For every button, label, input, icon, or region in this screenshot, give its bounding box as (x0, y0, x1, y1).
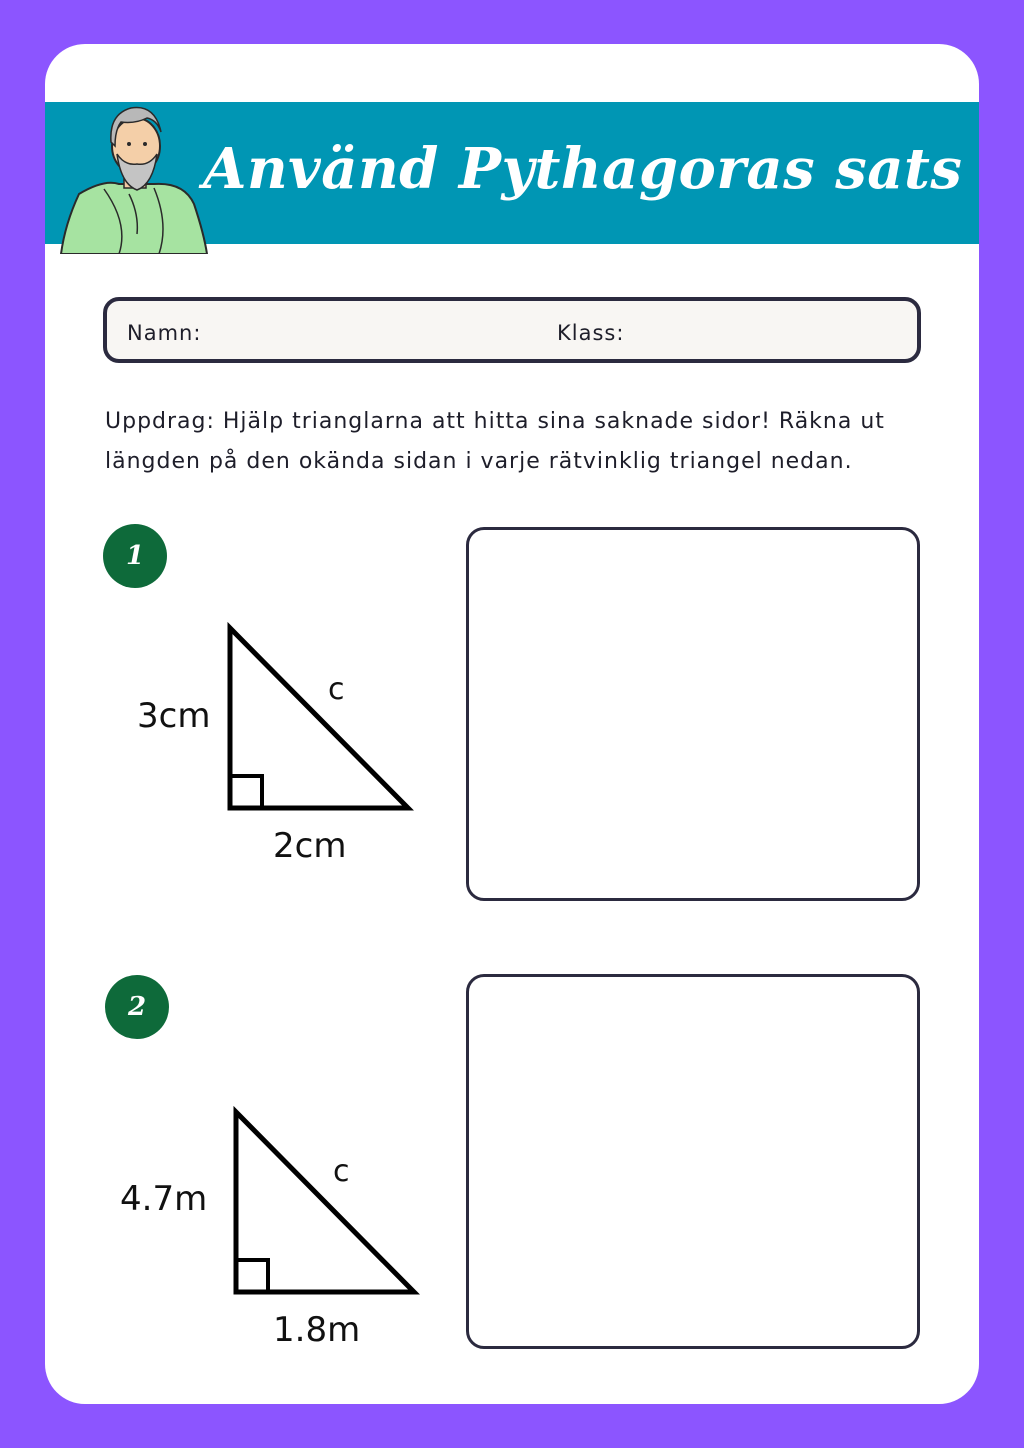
problem-2-side-a: 4.7m (120, 1179, 208, 1219)
problem-2-side-b: 1.8m (273, 1310, 361, 1350)
page-title: Använd Pythagoras sats (203, 136, 963, 202)
problem-1-side-a: 3cm (137, 696, 211, 736)
problem-2-answer-box[interactable] (466, 974, 920, 1349)
triangle-2 (210, 1099, 460, 1309)
worksheet-page (45, 44, 979, 1404)
problem-1-badge: 1 (103, 524, 167, 588)
problem-2-hypotenuse: c (333, 1154, 350, 1189)
class-label: Klass: (557, 321, 625, 345)
problem-1-hypotenuse: c (328, 672, 345, 707)
pythagoras-illustration (59, 84, 209, 254)
instructions-text: Uppdrag: Hjälp trianglarna att hitta sina saknade sidor! Räkna ut längden på den okända sidan i varje rätvinklig triangel nedan. (105, 409, 885, 474)
problem-1-side-b: 2cm (273, 826, 347, 866)
problem-2-badge: 2 (105, 975, 169, 1039)
triangle-1 (205, 616, 455, 826)
problem-1-answer-box[interactable] (466, 527, 920, 901)
name-label: Namn: (127, 321, 202, 345)
name-class-box[interactable] (103, 297, 921, 363)
